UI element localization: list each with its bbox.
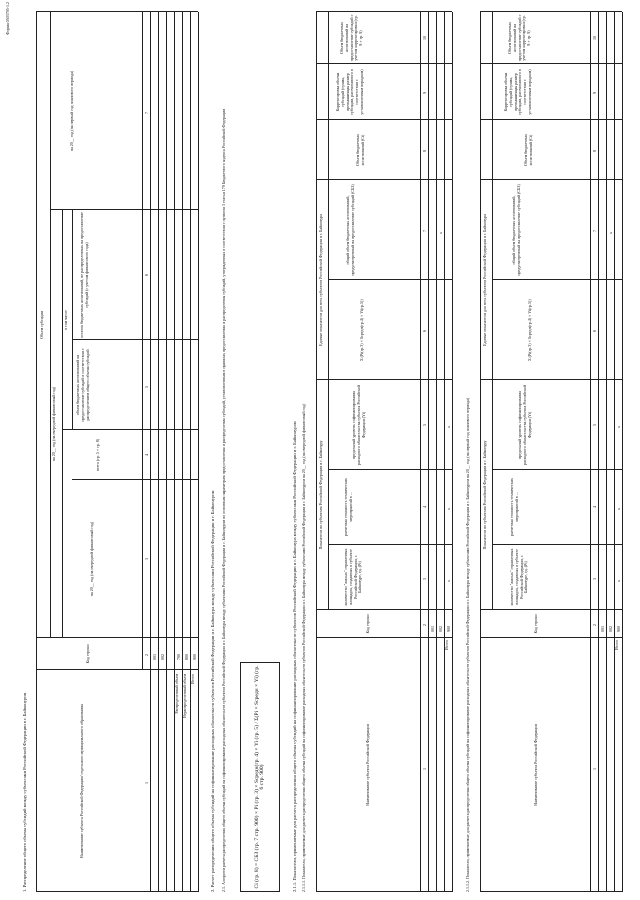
s3-num-6: 6 <box>422 330 427 332</box>
s4-col-vol: Объем бюджетных ассигнований (Ci) <box>523 133 533 167</box>
col-year1-header: на 20__ год (на очередной финансовый год) <box>51 386 56 462</box>
s3-col-vol-a: Корректировка объема субсидий (сумма, превышающая размер субсидии, рассчитанного в соответствии с установленным порядком) <box>335 69 364 115</box>
row-label-undistributed: Нераспределенный объем <box>182 674 187 719</box>
col-name-header: Наименование субъекта Российской Федерации/ отдельного муниципального образования <box>79 703 84 859</box>
s3-num-3: 3 <box>422 578 427 580</box>
section2-title: 2. Расчет распределения общего объема субсидий на софинансирование расходных обязательств субъектов Российской Федерации и г. Байконура между субъектами Российской Федерации и г. Байконуром <box>210 490 215 892</box>
section1-title: 1. Распределение общего объема субсидий между субъектами Российской Федерации в г. Байконуром <box>22 692 27 892</box>
s4-col-name: Наименование субъекта Российской Федерации <box>533 724 538 806</box>
s3-col-ind-a: количество "жилых" отраженных площадок, созданных в субъекте Российской Федерации, г. Байконуре, ед. (Pi) <box>343 548 363 606</box>
s4-row-001: 001 <box>600 626 605 632</box>
s4-num-8: 8 <box>592 150 597 152</box>
s4-col-ind-a: количество "жилых" отраженных площадок, созданных в субъекте Российской Федерации, г. Байконуре, ед. (Pi) <box>509 548 529 606</box>
formula-text: Ci (гр. 8) = СБЗ (гр. 7 стр. 900) × Pi (гр. 3) × Sсредн(гр. 4) × Yi (гр. 5) / Σ(Pi × Sсредн × Yi) (гр. 6 стр. 900) <box>253 665 265 889</box>
s4-col-calc-b: общий объем бюджетных ассигнований, предусмотренный на предоставление субсидий (СБЗ) <box>511 184 521 276</box>
s4-num-3: 3 <box>592 578 597 580</box>
s3-col-ind-b: расчетная стоимость технических мероприятий в ... <box>343 478 353 536</box>
s4-num-9: 9 <box>592 92 597 94</box>
section2-subtitle: 2.1. Алгоритм расчета распределения общего объема субсидий на софинансирование расходных обязательств субъектов Российской Федерации и г. Байконура между субъектами Российской Федерации и г. Байконуром по основным параметрам предоставления и распределения субсидий, установленным в правилах предоставления и распределения субсидий, утвержденных в соответствии с пунктом 3 статьи 179 Бюджетного кодекса Российской Федерации <box>221 108 226 892</box>
s4-x-1: х <box>616 580 621 582</box>
s4-col-code: Код строки <box>533 614 538 634</box>
section4-title: 2.1.1.2. Показатели, применяемые для расчета распределения общего объема субсидий на софинансирование расходных обязательств субъектов Российской Федерации и г. Байконура между субъектами Российской Федерации и г. Байконуром на 20__ год (на первый год планового периода) <box>465 397 470 892</box>
s4-x-4: х <box>608 232 613 234</box>
s3-col-calc-a: Σ (Pi(гр.3) × Sсредн(гр.4) × Yi(гр.5)) <box>359 299 364 361</box>
col-sub-b-header: остаток бюджетных ассигнований, не распределенных на предоставление субсидий (с учетом финансового года) <box>79 212 89 338</box>
s4-num-1: 1 <box>592 768 597 770</box>
s4-total-label: Итого <box>614 640 619 651</box>
s4-x-2: х <box>616 508 621 510</box>
s3-col-ind-c: предельный уровень софинансирования расходного обязательства субъекта Российской Федерации (Yi) <box>351 384 366 466</box>
s4-col-calc: Единые показатели для всех субъектов Российской Федерации и г. Байконура <box>482 214 487 346</box>
col-code-header: Код строки <box>85 644 90 664</box>
s3-num-5: 5 <box>422 424 427 426</box>
col-year1-total-header: всего (гр. 5 + гр. 8) <box>95 438 100 472</box>
s3-col-indicators: Показатели по субъектам Российской Федерации и г. Байконуру <box>318 440 323 550</box>
s3-num-1: 1 <box>422 768 427 770</box>
s4-num-2: 2 <box>592 624 597 626</box>
s4-col-vol-b: Объем бюджетных ассигнований на предоставление субсидий с учетом корректировки (гр. 8 + гр. 9) <box>507 14 532 62</box>
s4-num-10: 10 <box>592 36 597 40</box>
s4-col-vol-a: Корректировка объема субсидий (сумма, превышающая размер субсидии, рассчитанного в соответствии с установленным порядком) <box>503 69 532 115</box>
s4-num-4: 4 <box>592 506 597 508</box>
s4-num-7: 7 <box>592 230 597 232</box>
row-code-800: 800 <box>184 654 189 660</box>
s3-num-2: 2 <box>422 624 427 626</box>
s4-col-ind-c: предельный уровень софинансирования расходного обязательства субъекта Российской Федерации (Yi) <box>517 384 532 466</box>
col-num-4: 4 <box>144 454 149 456</box>
s3-num-8: 8 <box>422 150 427 152</box>
s3-col-calc: Единые показатели для всех субъектов Российской Федерации и г. Байконура <box>318 214 323 346</box>
s4-col-calc-a: Σ (Pi(гр.3) × Sсредн(гр.4) × Yi(гр.5)) <box>527 299 532 361</box>
formula-box <box>240 662 280 892</box>
row-label-distributed: Распределенный объем <box>174 674 179 714</box>
s3-row-002: 002 <box>438 626 443 632</box>
col-total-volume-header: Объем субсидии <box>39 310 44 340</box>
row-label-total: Итого <box>190 674 195 685</box>
s3-x-2: х <box>446 508 451 510</box>
form-code: Форма 0503795-1.2 <box>5 2 10 35</box>
s3-x-1: х <box>446 580 451 582</box>
section3-title: 2.1.1. Показатели, применяемые для расчета распределения общего объема субсидий на софинансирование расходных обязательств субъектов Российской Федерации и г. Байконура между субъектами Российской Федерации и г. Байконуром <box>292 421 297 892</box>
section3-subtitle: 2.1.1.1. Показатели, применяемые для расчета распределения общего объема субсидий на софинансирование расходных обязательств субъектов Российской Федерации и г. Байконура между субъектами Российской Федерации и г. Байконуром на 20__ год (на очередной финансовый год) <box>301 403 306 892</box>
col-num-7: 7 <box>144 112 149 114</box>
col-num-5: 5 <box>144 386 149 388</box>
col-year1-sub-header: на 20__ год (на очередной финансовый год) <box>89 521 94 597</box>
row-code-700: 700 <box>176 654 181 660</box>
s3-num-9: 9 <box>422 92 427 94</box>
col-num-1: 1 <box>144 782 149 784</box>
s3-num-4: 4 <box>422 506 427 508</box>
col-num-2: 2 <box>144 654 149 656</box>
s4-x-3: х <box>616 426 621 428</box>
row-code-001: 001 <box>152 654 157 660</box>
col-num-3: 3 <box>144 558 149 560</box>
s3-total-label: Итого <box>444 640 449 651</box>
s3-col-name: Наименование субъекта Российской Федерации <box>365 724 370 806</box>
col-incl-header: в том числе <box>63 310 68 330</box>
row-code-002: 002 <box>160 654 165 660</box>
s4-col-indicators: Показатели по субъектам Российской Федерации и г. Байконуру <box>482 440 487 550</box>
s4-row-900: 900 <box>616 626 621 632</box>
s3-x-3: х <box>446 426 451 428</box>
s3-col-vol-b: Объем бюджетных ассигнований на предоставление субсидий с учетом корректировки (гр. 8 + гр. 9) <box>339 14 364 62</box>
col-year2-header: на 20__ год (на первый год планового периода) <box>69 70 74 152</box>
row-code-900: 900 <box>192 654 197 660</box>
s3-col-code: Код строки <box>365 614 370 634</box>
s4-row-002: 002 <box>608 626 613 632</box>
s3-col-calc-b: общий объем бюджетных ассигнований, предусмотренный на предоставление субсидий (СБЗ) <box>345 184 355 276</box>
s3-row-900: 900 <box>446 626 451 632</box>
s4-num-6: 6 <box>592 330 597 332</box>
s4-col-ind-b: расчетная стоимость технических мероприятий в ... <box>509 478 519 536</box>
col-num-6: 6 <box>144 274 149 276</box>
s4-num-5: 5 <box>592 424 597 426</box>
s3-row-001: 001 <box>430 626 435 632</box>
s3-num-10: 10 <box>422 36 427 40</box>
col-sub-a-header: объем бюджетных ассигнований на предоставление субсидий в соответствии с распределением общего объема субсидий <box>75 348 90 422</box>
s3-num-7: 7 <box>422 230 427 232</box>
s3-x-4: х <box>438 232 443 234</box>
s3-col-vol: Объем бюджетных ассигнований (Ci) <box>355 133 365 167</box>
